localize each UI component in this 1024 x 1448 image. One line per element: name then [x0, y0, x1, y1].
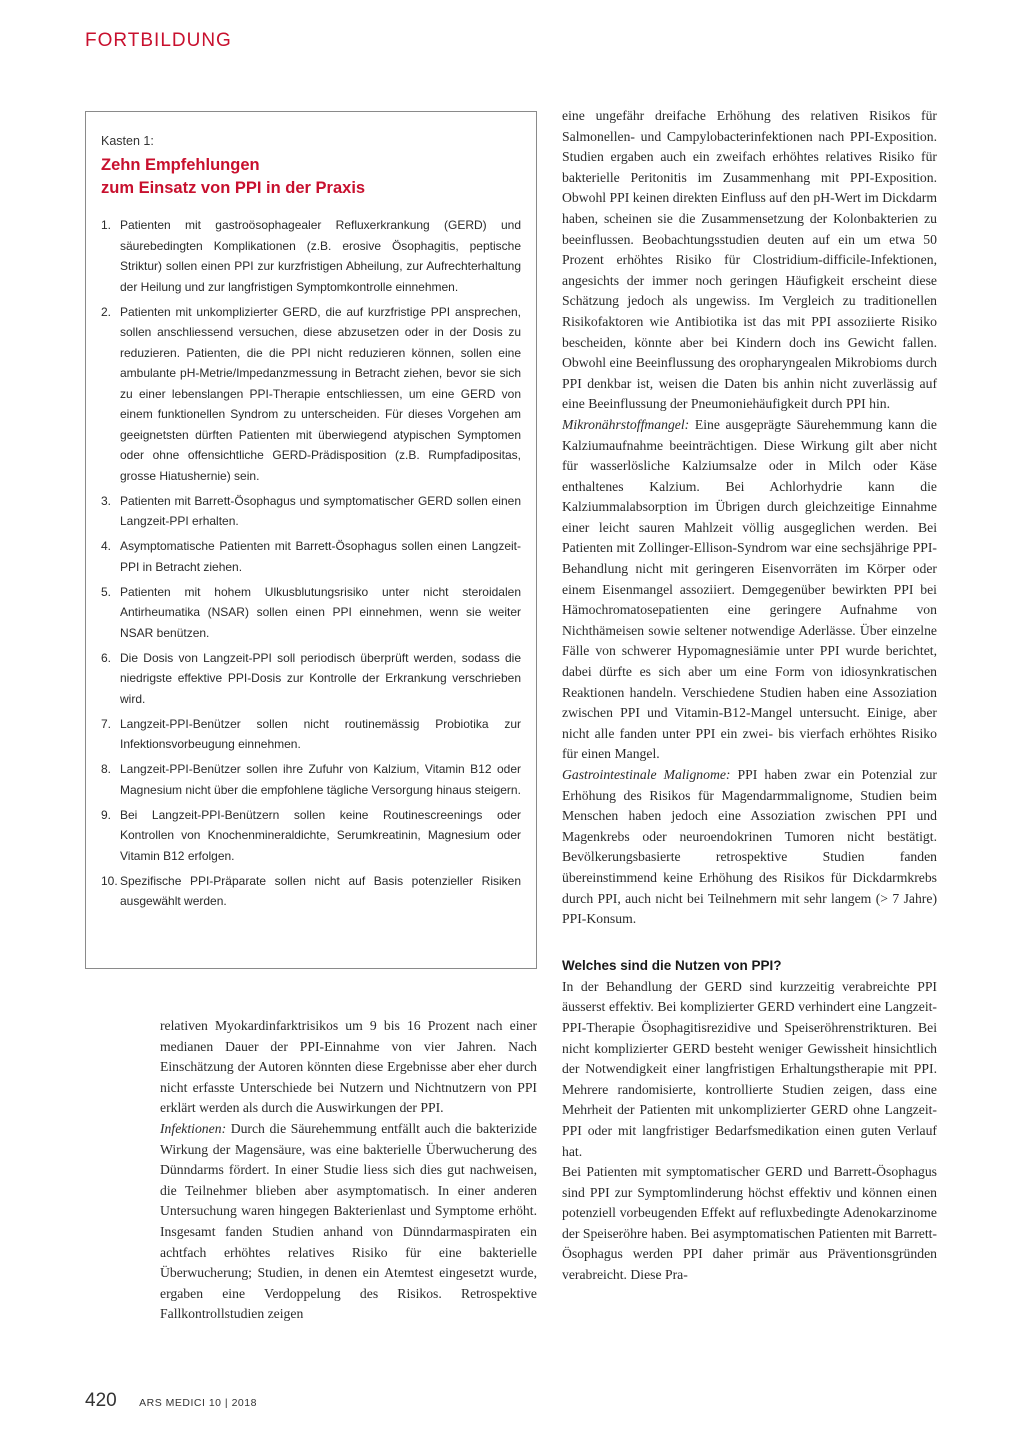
page-footer — [85, 1390, 257, 1412]
list-item: 3. Patienten mit Barrett-Ösophagus und symptomatischer GERD sollen einen Langzeit-PPI erhalten. — [101, 493, 521, 528]
paragraph-label: Infektionen: — [160, 1120, 227, 1136]
page-number: 420 — [85, 1390, 117, 1411]
section-header: FORTBILDUNG — [85, 30, 232, 51]
sidebar-box — [85, 111, 537, 969]
box-label: Kasten 1: — [101, 134, 154, 148]
list-item: 10. Spezifische PPI-Präparate sollen nicht auf Basis potenzieller Risiken ausgewählt werden. — [101, 873, 521, 908]
paragraph: Gastrointestinale Malignome: PPI haben zwar ein Potenzial zur Erhöhung des Risikos für Magendarmmalignome, Studien beim Menschen haben jedoch eine Assoziation zwischen PPI und Magenkrebs oder neuroendokrinen Tumoren nicht bestätigt. Bevölkerungsbasierte retrospektive Studien fanden übereinstimmend keine Erhöhung des Risikos für Dickdarmkrebs durch PPI, auch nicht bei Teilnehmern mit sehr langem (> 7 Jahre) PPI-Konsum. — [562, 767, 937, 927]
list-item: 9. Bei Langzeit-PPI-Benützern sollen keine Routinescreenings oder Kontrollen von Knochenmineraldichte, Serumkreatinin, Magnesium oder Vitamin B12 erfolgen. — [101, 807, 521, 863]
right-column-text — [562, 106, 937, 1286]
box-title — [101, 154, 521, 200]
recommendations-list — [101, 215, 521, 912]
box-title-line-2: zum Einsatz von PPI in der Praxis — [101, 179, 366, 197]
list-item: 8. Langzeit-PPI-Benützer sollen ihre Zufuhr von Kalzium, Vitamin B12 oder Magnesium nicht über die empfohlene tägliche Versorgung hinaus steigern. — [101, 762, 521, 797]
box-title-line-1: Zehn Empfehlungen — [101, 156, 260, 174]
journal-info: ARS MEDICI 10 | 2018 — [139, 1397, 257, 1409]
left-column-text — [160, 1016, 537, 1325]
paragraph-label: Gastrointestinale Malignome: — [562, 767, 731, 782]
list-item: 2. Patienten mit unkomplizierter GERD, die auf kurzfristige PPI ansprechen, sollen anschliessend versuchen, diese abzusetzen oder in der Dosis zu reduzieren. Patienten, die die PPI nicht reduzieren können, sollen eine ambulante pH-Metrie/Impedanzmessung in Betracht ziehen, bevor sie sich zu einer lebenslangen PPI-Therapie entschliessen, um eine GERD von einem funktionellen Syndrom zu unterscheiden. Für dieses Vorgehen am geeignetsten dürften Patienten mit überwiegend atypischen Symptomen oder ohne offensichtliche GERD-Prädisposition (z.B. Rumpfadipositas, grosse Hiatushernie) sein. — [101, 304, 521, 483]
paragraph: Bei Patienten mit symptomatischer GERD und Barrett-Ösophagus sind PPI zur Symptomlinderung höchst effektiv und können einen potenziell vorbeugenden Effekt auf refluxbedingte Adenokarzinome der Speiseröhre haben. Bei asymptomatischen Patienten mit Barrett-Ösophagus werden PPI daher primär aus Präventionsgründen verabreicht. Diese Pra- — [562, 1164, 937, 1283]
paragraph: Mikronährstoffmangel: Eine ausgeprägte Säurehemmung kann die Kalziumaufnahme beeinträchtigen. Diese Wirkung gilt aber nicht für wasserlösliche Kalziumsalze oder in Milch oder Käse enthaltenes Kalzium. Bei Achlorhydrie kann die Kalziummalabsorption im Übrigen durch gleichzeitige Einnahme einer leicht sauren Mahlzeit völlig ausgeglichen werden. Bei Patienten mit Zollinger-Ellison-Syndrom war eine sechsjährige PPI-Behandlung nicht mit geringeren Eisenvorräten im Körper oder einem Eisenmangel assoziiert. Demgegenüber bewirkten PPI bei Hämochromatosepatienten eine geringere Aufnahme von Nichthämeisen sowie seltener notwendige Aderlässe. Über einzelne Fälle von schwerer Hypomagnesiämie unter PPI wurde berichtet, dabei dürfte es sich aber um eine Form von idiosynkratischen Reaktionen handeln. Verschiedene Studien haben eine Assoziation zwischen PPI und Vitamin-B12-Mangel untersucht. Einige, aber nicht alle fanden unter PPI ein zwei- bis vierfach erhöhtes Risiko für einen Mangel. — [562, 416, 937, 762]
paragraph: relativen Myokardinfarktrisikos um 9 bis 16 Prozent nach einer medianen Dauer der PPI-Einnahme von vier Jahren. Nach Einschätzung der Autoren könnten diese Ergebnisse aber eher durch nicht erfasste Unterschiede bei Nutzern und Nichtnutzern von PPI erklärt werden als durch die Auswirkungen der PPI. — [160, 1018, 537, 1116]
list-item: 5. Patienten mit hohem Ulkusblutungsrisiko unter nicht steroidalen Antirheumatika (NSAR) sollen einen PPI einnehmen, wenn sie weiter NSAR benützen. — [101, 584, 521, 640]
paragraph: Infektionen: Durch die Säurehemmung entfällt auch die bakterizide Wirkung der Magensäure, was eine bakterielle Überwucherung des Dünndarms fördert. In einer Studie liess sich dies gut nachweisen, die Teilnehmer blieben aber asymptomatisch. In einer anderen Untersuchung waren hingegen Bakterienlast und Symptome erhöht. Insgesamt fanden Studien anhand von Dünndarmaspiraten ein achtfach erhöhtes relatives Risiko für eine bakterielle Überwucherung; Studien, in denen ein Atemtest eingesetzt wurde, ergaben eine Verdoppelung des Risikos. Retrospektive Fallkontrollstudien zeigen — [160, 1120, 537, 1322]
paragraph: In der Behandlung der GERD sind kurzzeitig verabreichte PPI äusserst effektiv. Bei komplizierter GERD verhindert eine Langzeit-PPI-Therapie Ösophagitisrezidive und Speiseröhrenstrikturen. Bei nicht komplizierter GERD besteht weniger Gewissheit hinsichtlich der Notwendigkeit einer langfristigen Erhaltungstherapie mit PPI. Mehrere randomisierte, kontrollierte Studien zeigen, dass eine Mehrheit der Patienten mit unkomplizierter GERD ohne Langzeit-PPI oder mit langfristiger Bedarfsmedikation einen guten Verlauf hat. — [562, 978, 937, 1159]
list-item: 6. Die Dosis von Langzeit-PPI soll periodisch überprüft werden, sodass die niedrigste effektive PPI-Dosis zur Kontrolle der Erkrankung verschrieben wird. — [101, 650, 521, 706]
paragraph: eine ungefähr dreifache Erhöhung des relativen Risikos für Salmonellen- und Campylobacterinfektionen nach PPI-Exposition. Studien ergaben auch ein zweifach erhöhtes relatives Risiko für bakterielle Peritonitis im Zusammenhang mit PPI-Exposition. Obwohl PPI keinen direkten Einfluss auf den pH-Wert im Dickdarm haben, scheinen sie die Zusammensetzung der Kolonbakterien zu beeinflussen. Beobachtungsstudien deuten auf ein um etwa 50 Prozent erhöhtes Risiko für Clostridium-difficile-Infektionen, angesichts der immer noch geringen Häufigkeit erscheint diese Schätzung jedoch als ungewiss. Im Vergleich zu traditionellen Risikofaktoren wie Antibiotika ist das mit PPI assoziierte Risiko bescheiden, könnte aber bei Kindern doch ins Gewicht fallen. Obwohl eine Beeinflussung des oropharyngealen Mikrobioms durch PPI denkbar ist, weisen die Daten bis anhin nicht zuverlässig auf eine Beeinflussung der Pneumoniehäufigkeit durch PPI hin. — [562, 108, 937, 412]
paragraph-label: Mikronährstoffmangel: — [562, 416, 690, 432]
list-item: 7. Langzeit-PPI-Benützer sollen nicht routinemässig Probiotika zur Infektionsvorbeugung einnehmen. — [101, 716, 521, 751]
list-item: 4. Asymptomatische Patienten mit Barrett-Ösophagus sollen einen Langzeit-PPI in Betracht ziehen. — [101, 539, 521, 574]
section-heading: Welches sind die Nutzen von PPI? — [562, 957, 782, 973]
list-item: 1. Patienten mit gastroösophagealer Refluxerkrankung (GERD) und säurebedingten Komplikationen (z.B. erosive Ösophagitis, peptische Striktur) sollen einen PPI zur kurzfristigen Abheilung, zur Aufrechterhaltung der Heilung und zur langfristigen Symptomkontrolle einnehmen. — [101, 218, 521, 294]
